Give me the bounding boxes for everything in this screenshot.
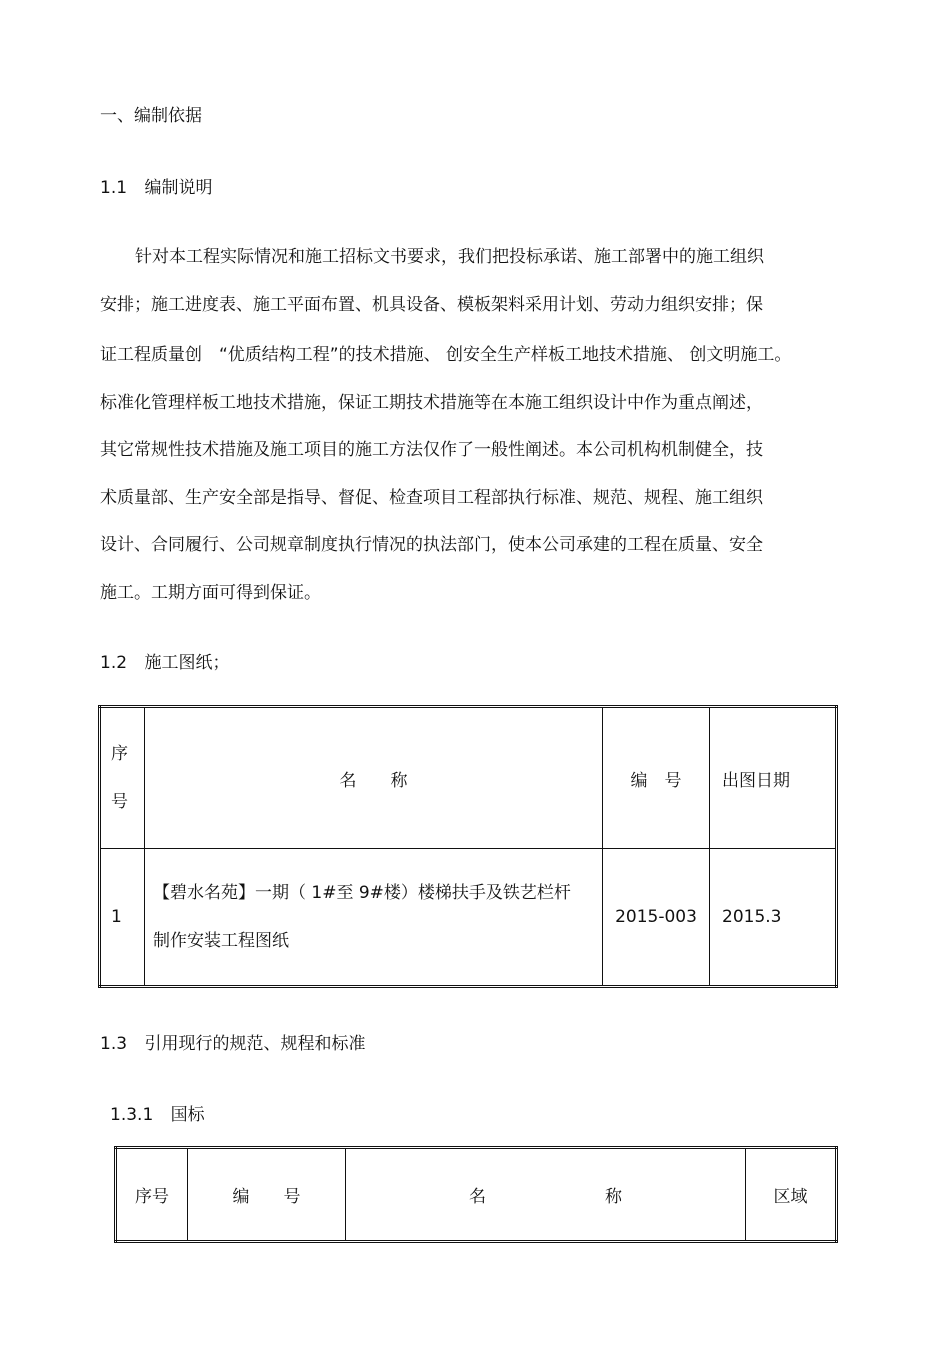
cell-date: 2015.3: [710, 849, 837, 987]
header-seq-char: 序: [111, 744, 128, 764]
header-name: 名 称: [145, 707, 603, 849]
table-header-row: [100, 707, 837, 849]
section-1-2-heading: [100, 648, 229, 673]
drawings-table: [98, 705, 838, 988]
section-number: 1.3: [100, 1034, 128, 1054]
table-header-row: [116, 1148, 837, 1242]
header-area: 区域: [746, 1148, 837, 1242]
header-code: 编 号: [188, 1148, 346, 1242]
standards-table: [114, 1146, 838, 1243]
paragraph-line: 针对本工程实际情况和施工招标文书要求，我们把投标承诺、施工部署中的施工组织: [135, 247, 764, 267]
cell-name: [145, 849, 603, 987]
header-code: 编 号: [603, 707, 710, 849]
header-seq-char: 号: [111, 792, 128, 812]
section-title: 编制说明: [144, 178, 213, 198]
section-1-1-heading: [100, 173, 212, 198]
header-seq: [100, 707, 145, 849]
section-number: 1.2: [100, 653, 128, 673]
section-1-3-1-heading: [110, 1100, 205, 1125]
cell-code: 2015-003: [603, 849, 710, 987]
section-title: 国标: [170, 1105, 205, 1125]
section-1-3-heading: [100, 1029, 365, 1054]
header-name: 名 称: [346, 1148, 746, 1242]
section-number: 1.3.1: [110, 1105, 154, 1125]
table-row: [100, 849, 837, 987]
paragraph-line: 设计、合同履行、公司规章制度执行情况的执法部门，使本公司承建的工程在质量、安全: [100, 535, 763, 555]
header-seq: 序号: [116, 1148, 188, 1242]
paragraph-line: 施工。工期方面可得到保证。: [100, 583, 321, 603]
paragraph-line: 安排；施工进度表、施工平面布置、机具设备、模板架料采用计划、劳动力组织安排；保: [100, 295, 763, 315]
section-title: 引用现行的规范、规程和标准: [144, 1034, 366, 1054]
cell-name-line: 【碧水名苑】一期（ 1#至 9#楼）楼梯扶手及铁艺栏杆: [153, 883, 571, 903]
section-title: 施工图纸；: [144, 653, 230, 673]
cell-seq: 1: [100, 849, 145, 987]
header-date: 出图日期: [710, 707, 837, 849]
paragraph-line: 证工程质量创 “优质结构工程”的技术措施、 创安全生产样板工地技术措施、 创文明施工。: [100, 345, 792, 365]
cell-name-line: 制作安装工程图纸: [153, 931, 289, 951]
paragraph-line: 其它常规性技术措施及施工项目的施工方法仅作了一般性阐述。本公司机构机制健全，技: [100, 440, 763, 460]
paragraph-line: 术质量部、生产安全部是指导、督促、检查项目工程部执行标准、规范、规程、施工组织: [100, 488, 763, 508]
heading-1: 一、编制依据: [100, 106, 202, 126]
section-number: 1.1: [100, 178, 128, 198]
paragraph-line: 标准化管理样板工地技术措施，保证工期技术措施等在本施工组织设计中作为重点阐述，: [100, 393, 763, 413]
